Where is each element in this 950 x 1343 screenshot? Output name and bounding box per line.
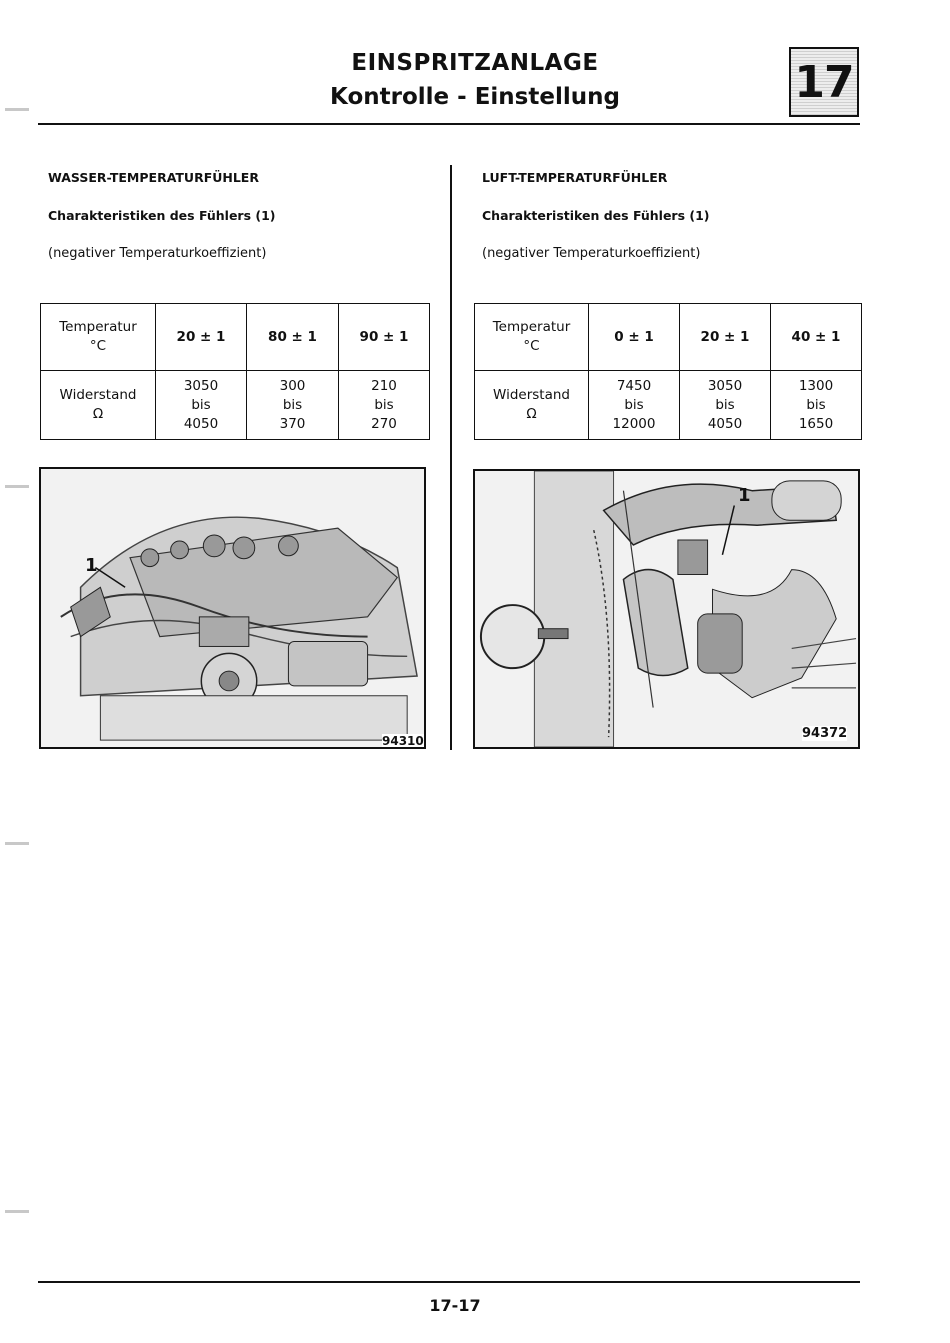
- header-rule: [38, 123, 860, 125]
- resistance-unit: Ω: [92, 406, 104, 422]
- temperature-header-cell: [475, 304, 589, 371]
- resistance-high: 370: [279, 415, 306, 432]
- table-row: [475, 304, 862, 371]
- left-section-note: (negativer Temperaturkoeffizient): [48, 246, 267, 261]
- temperature-label: Temperatur: [492, 319, 571, 335]
- right-section-title: LUFT-TEMPERATURFÜHLER: [482, 170, 668, 185]
- margin-mark: [5, 842, 29, 845]
- engine-photo-air-sensor: [473, 469, 860, 749]
- margin-mark: [5, 1210, 29, 1213]
- table-row: [475, 371, 862, 440]
- sensor-callout: 1: [85, 555, 98, 576]
- resistance-label: Widerstand: [59, 387, 137, 403]
- chapter-badge: 17: [789, 47, 859, 117]
- resistance-high: 4050: [707, 415, 743, 432]
- temperature-cell: 20 ± 1: [156, 304, 247, 371]
- margin-mark: [5, 485, 29, 488]
- resistance-cell: [771, 371, 862, 440]
- resistance-bis: bis: [806, 396, 826, 413]
- resistance-cell: [680, 371, 771, 440]
- resistance-cell: [589, 371, 680, 440]
- temperature-cell: 40 ± 1: [771, 304, 862, 371]
- table-row: [41, 304, 430, 371]
- engine-photo-water-sensor: [39, 467, 426, 749]
- temperature-cell: 0 ± 1: [589, 304, 680, 371]
- resistance-low: 7450: [616, 377, 652, 394]
- temperature-cell: 80 ± 1: [247, 304, 339, 371]
- figure-reference: 94372: [802, 726, 848, 741]
- left-sensor-table: [40, 303, 430, 440]
- resistance-cell: [156, 371, 247, 440]
- resistance-low: 3050: [707, 377, 743, 394]
- resistance-label: Widerstand: [493, 387, 570, 403]
- resistance-high: 12000: [612, 415, 656, 432]
- temperature-cell: 20 ± 1: [680, 304, 771, 371]
- resistance-high: 270: [371, 415, 397, 432]
- footer-rule: [38, 1281, 860, 1283]
- page-subtitle: Kontrolle - Einstellung: [330, 84, 620, 110]
- resistance-bis: bis: [715, 396, 735, 413]
- temperature-unit: °C: [523, 338, 540, 354]
- temperature-unit: °C: [89, 338, 107, 354]
- right-section-note: (negativer Temperaturkoeffizient): [482, 246, 701, 261]
- left-section-subtitle: Charakteristiken des Fühlers (1): [48, 208, 276, 223]
- table-row: [41, 371, 430, 440]
- page-number: 17-17: [429, 1296, 481, 1315]
- right-section-subtitle: Charakteristiken des Fühlers (1): [482, 208, 710, 223]
- resistance-header-cell: [41, 371, 156, 440]
- left-section-title: WASSER-TEMPERATURFÜHLER: [48, 170, 259, 185]
- resistance-low: 210: [371, 377, 397, 394]
- temperature-cell: 90 ± 1: [339, 304, 430, 371]
- resistance-low: 300: [279, 377, 306, 394]
- resistance-bis: bis: [624, 396, 644, 413]
- resistance-bis: bis: [282, 396, 303, 413]
- temperature-label: Temperatur: [59, 319, 137, 335]
- engine-illustration: [41, 469, 424, 747]
- resistance-unit: Ω: [526, 406, 537, 422]
- right-sensor-table: [474, 303, 862, 440]
- resistance-header-cell: [475, 371, 589, 440]
- resistance-high: 4050: [183, 415, 219, 432]
- temperature-header-cell: [41, 304, 156, 371]
- column-divider: [450, 165, 452, 750]
- resistance-low: 3050: [183, 377, 219, 394]
- engine-illustration: [475, 471, 858, 747]
- page-title: EINSPRITZANLAGE: [351, 50, 599, 76]
- resistance-cell: [247, 371, 339, 440]
- sensor-callout: 1: [738, 485, 751, 506]
- figure-reference: 94310: [382, 734, 424, 748]
- resistance-bis: bis: [374, 396, 394, 413]
- resistance-low: 1300: [798, 377, 834, 394]
- resistance-high: 1650: [798, 415, 834, 432]
- resistance-bis: bis: [191, 396, 211, 413]
- resistance-cell: [339, 371, 430, 440]
